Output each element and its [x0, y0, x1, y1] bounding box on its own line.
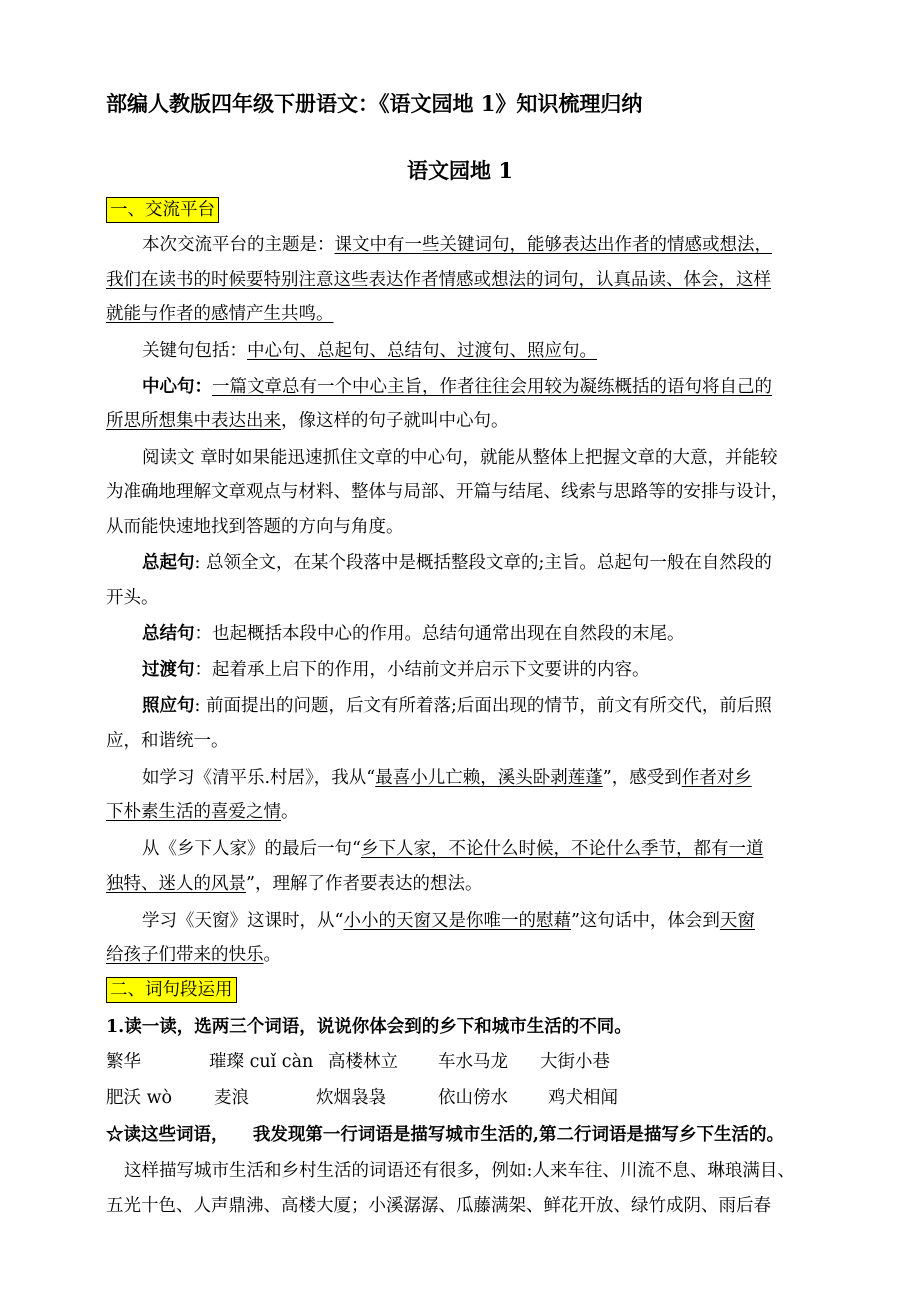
example3-line1: 学习《天窗》这课时，从“小小的天窗又是你唯一的慰藉”这句话中，体会到天窗: [142, 911, 755, 931]
word-item: 炊烟袅袅: [316, 1088, 386, 1108]
example3-line2: 给孩子们带来的快乐。: [106, 945, 281, 965]
theme-line1: 本次交流平台的主题是：课文中有一些关键词句，能够表达出作者的情感或想法，: [142, 235, 772, 255]
word-item: 肥沃 wò: [106, 1088, 173, 1108]
word-item: 车水马龙: [438, 1052, 508, 1072]
opening-line2: 开头。: [106, 588, 159, 608]
opening-line1: 总起句: 总领全文，在某个段落中是概括整段文章的;主旨。总起句一般在自然段的: [142, 553, 772, 573]
question-1: 1.读一读，选两三个词语，说说你体会到的乡下和城市生活的不同。: [106, 1017, 632, 1037]
word-item: 依山傍水: [438, 1088, 508, 1108]
finding-line: ☆读这些词语， 我发现第一行词语是描写城市生活的,第二行词语是描写乡下生活的。: [106, 1125, 784, 1145]
section2-heading: 二、词句段运用: [106, 977, 237, 1003]
summary-line: 总结句：也起概括本段中心的作用。总结句通常出现在自然段的末尾。: [142, 624, 685, 644]
example1-line2: 下朴素生活的喜爱之情。: [106, 802, 299, 822]
reading-line2: 为准确地理解文章观点与材料、整体与局部、开篇与结尾、线索与思路等的安排与设计，: [106, 482, 789, 502]
theme-line3: 就能与作者的感情产生共鸣。: [106, 304, 334, 324]
key-sentences-line: 关键句包括：中心句、总起句、总结句、过渡句、照应句。: [142, 341, 597, 361]
section-title: 语文园地 1: [407, 158, 513, 183]
transition-line: 过渡句：起着承上启下的作用，小结前文并启示下文要讲的内容。: [142, 660, 650, 680]
word-item: 鸡犬相闻: [548, 1088, 618, 1108]
word-row-city: [106, 1050, 818, 1074]
word-item: 大街小巷: [540, 1052, 610, 1072]
reading-line1: 阅读文 章时如果能迅速抓住文章的中心句，就能从整体上把握文章的大意，并能较: [142, 448, 778, 468]
echo-line2: 应，和谐统一。: [106, 731, 229, 751]
central-line1: 中心句：一篇文章总有一个中心主旨，作者往往会用较为凝练概括的语句将自己的: [142, 377, 772, 397]
word-item: 高楼林立: [328, 1052, 398, 1072]
word-item: 璀璨 cuǐ càn: [209, 1052, 314, 1072]
word-item: 麦浪: [214, 1088, 249, 1108]
word-row-country: [106, 1086, 818, 1110]
example1-line1: 如学习《清平乐.村居》，我从“最喜小儿亡赖，溪头卧剥莲蓬”，感受到作者对乡: [142, 768, 752, 788]
word-item: 繁华: [106, 1052, 141, 1072]
example2-line2: 独特、迷人的风景”，理解了作者要表达的想法。: [106, 874, 483, 894]
central-line2: 所思所想集中表达出来，像这样的句子就叫中心句。: [106, 411, 509, 431]
example2-line1: 从《乡下人家》的最后一句“乡下人家，不论什么时候，不论什么季节，都有一道: [142, 839, 764, 859]
more-words-line1: 这样描写城市生活和乡村生活的词语还有很多，例如:人来车往、川流不息、琳琅满目、: [124, 1161, 795, 1181]
reading-line3: 从而能快速地找到答题的方向与角度。: [106, 517, 404, 537]
document-title: 部编人教版四年级下册语文：《语文园地 1》知识梳理归纳: [106, 91, 643, 116]
echo-line1: 照应句: 前面提出的问题，后文有所着落;后面出现的情节，前文有所交代，前后照: [142, 696, 772, 716]
section1-heading: 一、交流平台: [106, 197, 219, 223]
theme-line2: 我们在读书的时候要特别注意这些表达作者情感或想法的词句，认真品读、体会，这样: [106, 270, 771, 290]
more-words-line2: 五光十色、人声鼎沸、高楼大厦；小溪潺潺、瓜藤满架、鲜花开放、绿竹成阴、雨后春: [106, 1196, 771, 1216]
